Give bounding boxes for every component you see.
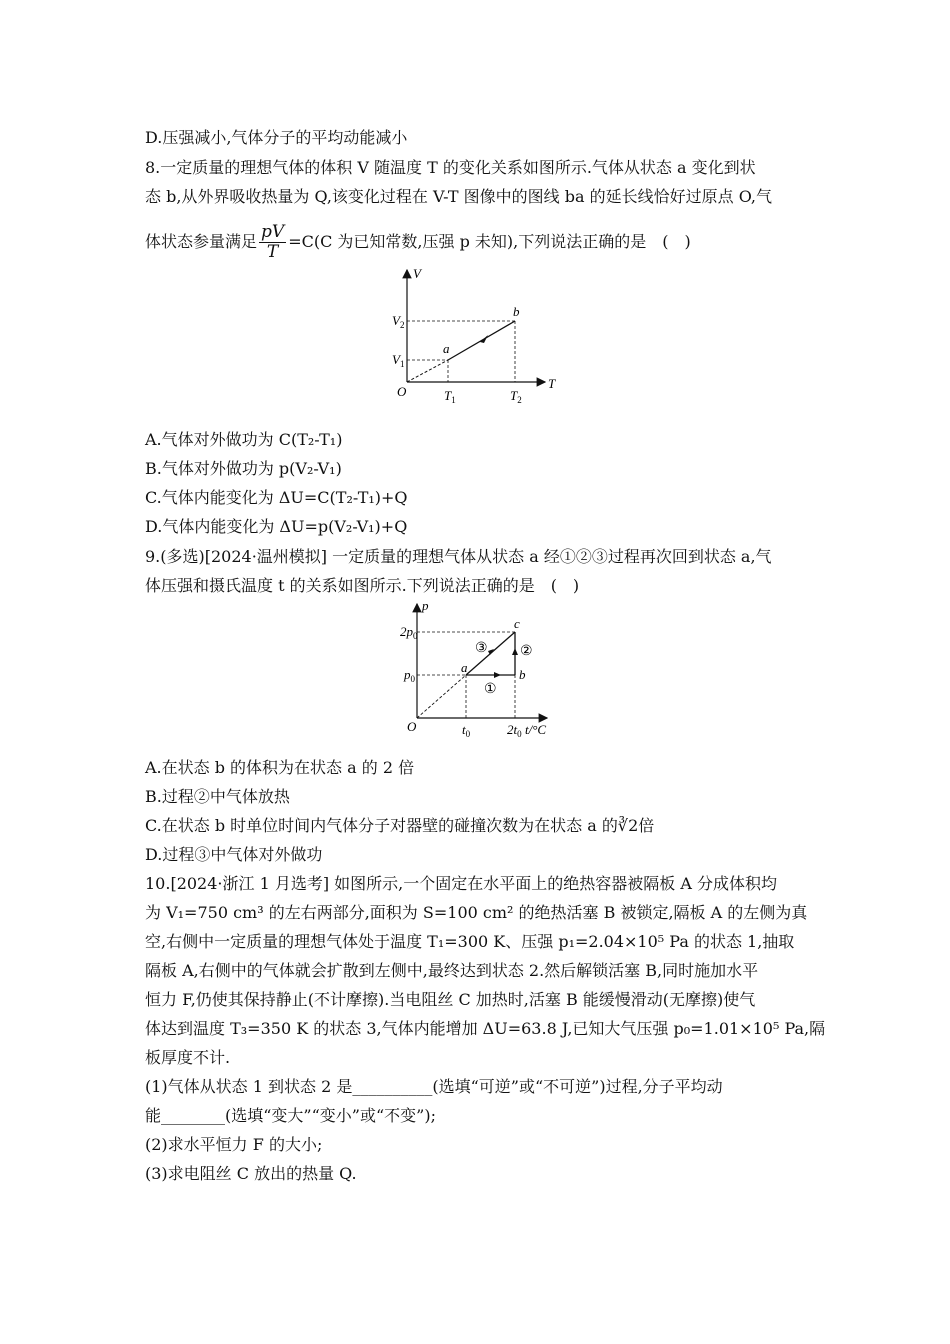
process-1-label: ① [484,682,497,697]
q8-stem-post: =C(C 为已知常数,压强 p 未知),下列说法正确的是 ( ) [288,232,691,251]
2p0-label: $2p_0$ [400,624,418,641]
point-b-label: b [519,667,526,682]
q9-option-b: B.过程②中气体放热 [145,787,290,806]
process-2-arrow [512,648,518,655]
q10-sub1-line2: 能________(选填“变大”“变小”或“不变”); [145,1106,436,1125]
pv-over-t-fraction [259,223,286,262]
q10-sub2: (2)求水平恒力 F 的大小; [145,1135,323,1154]
extension-line [417,675,466,718]
direction-arrow [480,335,488,343]
q7-option-d: D.压强减小,气体分子的平均动能减小 [145,128,408,147]
t2-label: $T_2$ [510,388,522,405]
point-b-label: b [513,304,520,319]
process-3-label: ③ [475,641,488,656]
q10-stem-line7: 板厚度不计. [145,1048,231,1067]
t0-label: $t_0$ [462,722,471,739]
process-line-ab [448,321,515,360]
x-axis-label: t/°C [525,722,547,737]
v2-label: $V_2$ [392,313,405,330]
p0-label: $p_0$ [404,667,415,684]
origin-label: O [397,384,407,399]
point-a-label: a [443,341,450,356]
q9-option-a: A.在状态 b 的体积为在状态 a 的 2 倍 [145,758,415,777]
q8-stem-line3 [145,222,691,262]
process-1-arrow [494,672,501,678]
point-c-label: c [514,616,520,631]
v-t-graph [385,262,565,412]
q8-stem-pre: 体状态参量满足 [145,232,258,251]
q8-option-b: B.气体对外做功为 p(V₂-V₁) [145,459,342,478]
q8-option-a: A.气体对外做功为 C(T₂-T₁) [145,430,343,449]
fraction-denominator: T [266,242,279,262]
q9-stem-line1: 9.(多选)[2024·温州模拟] 一定质量的理想气体从状态 a 经①②③过程再次回到状态 a,气 [145,547,772,566]
v1-label: $V_1$ [392,352,405,369]
p-t-graph [395,598,565,743]
q10-stem-line1: 10.[2024·浙江 1 月选考] 如图所示,一个固定在水平面上的绝热容器被隔板 A 分成体积均 [145,874,777,893]
q10-stem-line4: 隔板 A,右侧中的气体就会扩散到左侧中,最终达到状态 2.然后解锁活塞 B,同时施加水平 [145,961,759,980]
y-axis-label: V [413,266,421,281]
point-a-label: a [461,660,468,675]
q8-option-c: C.气体内能变化为 ΔU=C(T₂-T₁)+Q [145,488,408,507]
q8-stem-line1: 8.一定质量的理想气体的体积 V 随温度 T 的变化关系如图所示.气体从状态 a 变化到状 [145,158,756,177]
q8-option-d: D.气体内能变化为 ΔU=p(V₂-V₁)+Q [145,517,408,536]
q10-stem-line2: 为 V₁=750 cm³ 的左右两部分,面积为 S=100 cm² 的绝热活塞 B 被锁定,隔板 A 的左侧为真 [145,903,808,922]
q8-stem-line2: 态 b,从外界吸收热量为 Q,该变化过程在 V-T 图像中的图线 ba 的延长线恰好过原点 O,气 [145,187,772,206]
process-2-label: ② [520,644,533,659]
extension-line [407,360,448,382]
q10-sub1-line1: (1)气体从状态 1 到状态 2 是__________(选填“可逆”或“不可逆”)过程,分子平均动 [145,1077,723,1096]
q9-option-d: D.过程③中气体对外做功 [145,845,323,864]
y-axis-label: p [422,598,429,613]
q10-sub3: (3)求电阻丝 C 放出的热量 Q. [145,1164,357,1183]
q10-stem-line3: 空,右侧中一定质量的理想气体处于温度 T₁=300 K、压强 p₁=2.04×10⁵ Pa 的状态 1,抽取 [145,932,795,951]
x-axis-label: T [548,376,556,391]
q9-stem-line2: 体压强和摄氏温度 t 的关系如图所示.下列说法正确的是 ( ) [145,576,580,595]
q10-stem-line6: 体达到温度 T₃=350 K 的状态 3,气体内能增加 ΔU=63.8 J,已知大气压强 p₀=1.01×10⁵ Pa,隔 [145,1019,826,1038]
q9-option-c: C.在状态 b 时单位时间内气体分子对器壁的碰撞次数为在状态 a 的∛2倍 [145,816,655,835]
t1-label: $T_1$ [444,388,456,405]
2t0-label: $2t_0$ [507,722,522,739]
origin-label: O [407,719,417,734]
q10-stem-line5: 恒力 F,仍使其保持静止(不计摩擦).当电阻丝 C 加热时,活塞 B 能缓慢滑动(无摩擦)使气 [145,990,756,1009]
fraction-numerator: pV [261,222,285,242]
